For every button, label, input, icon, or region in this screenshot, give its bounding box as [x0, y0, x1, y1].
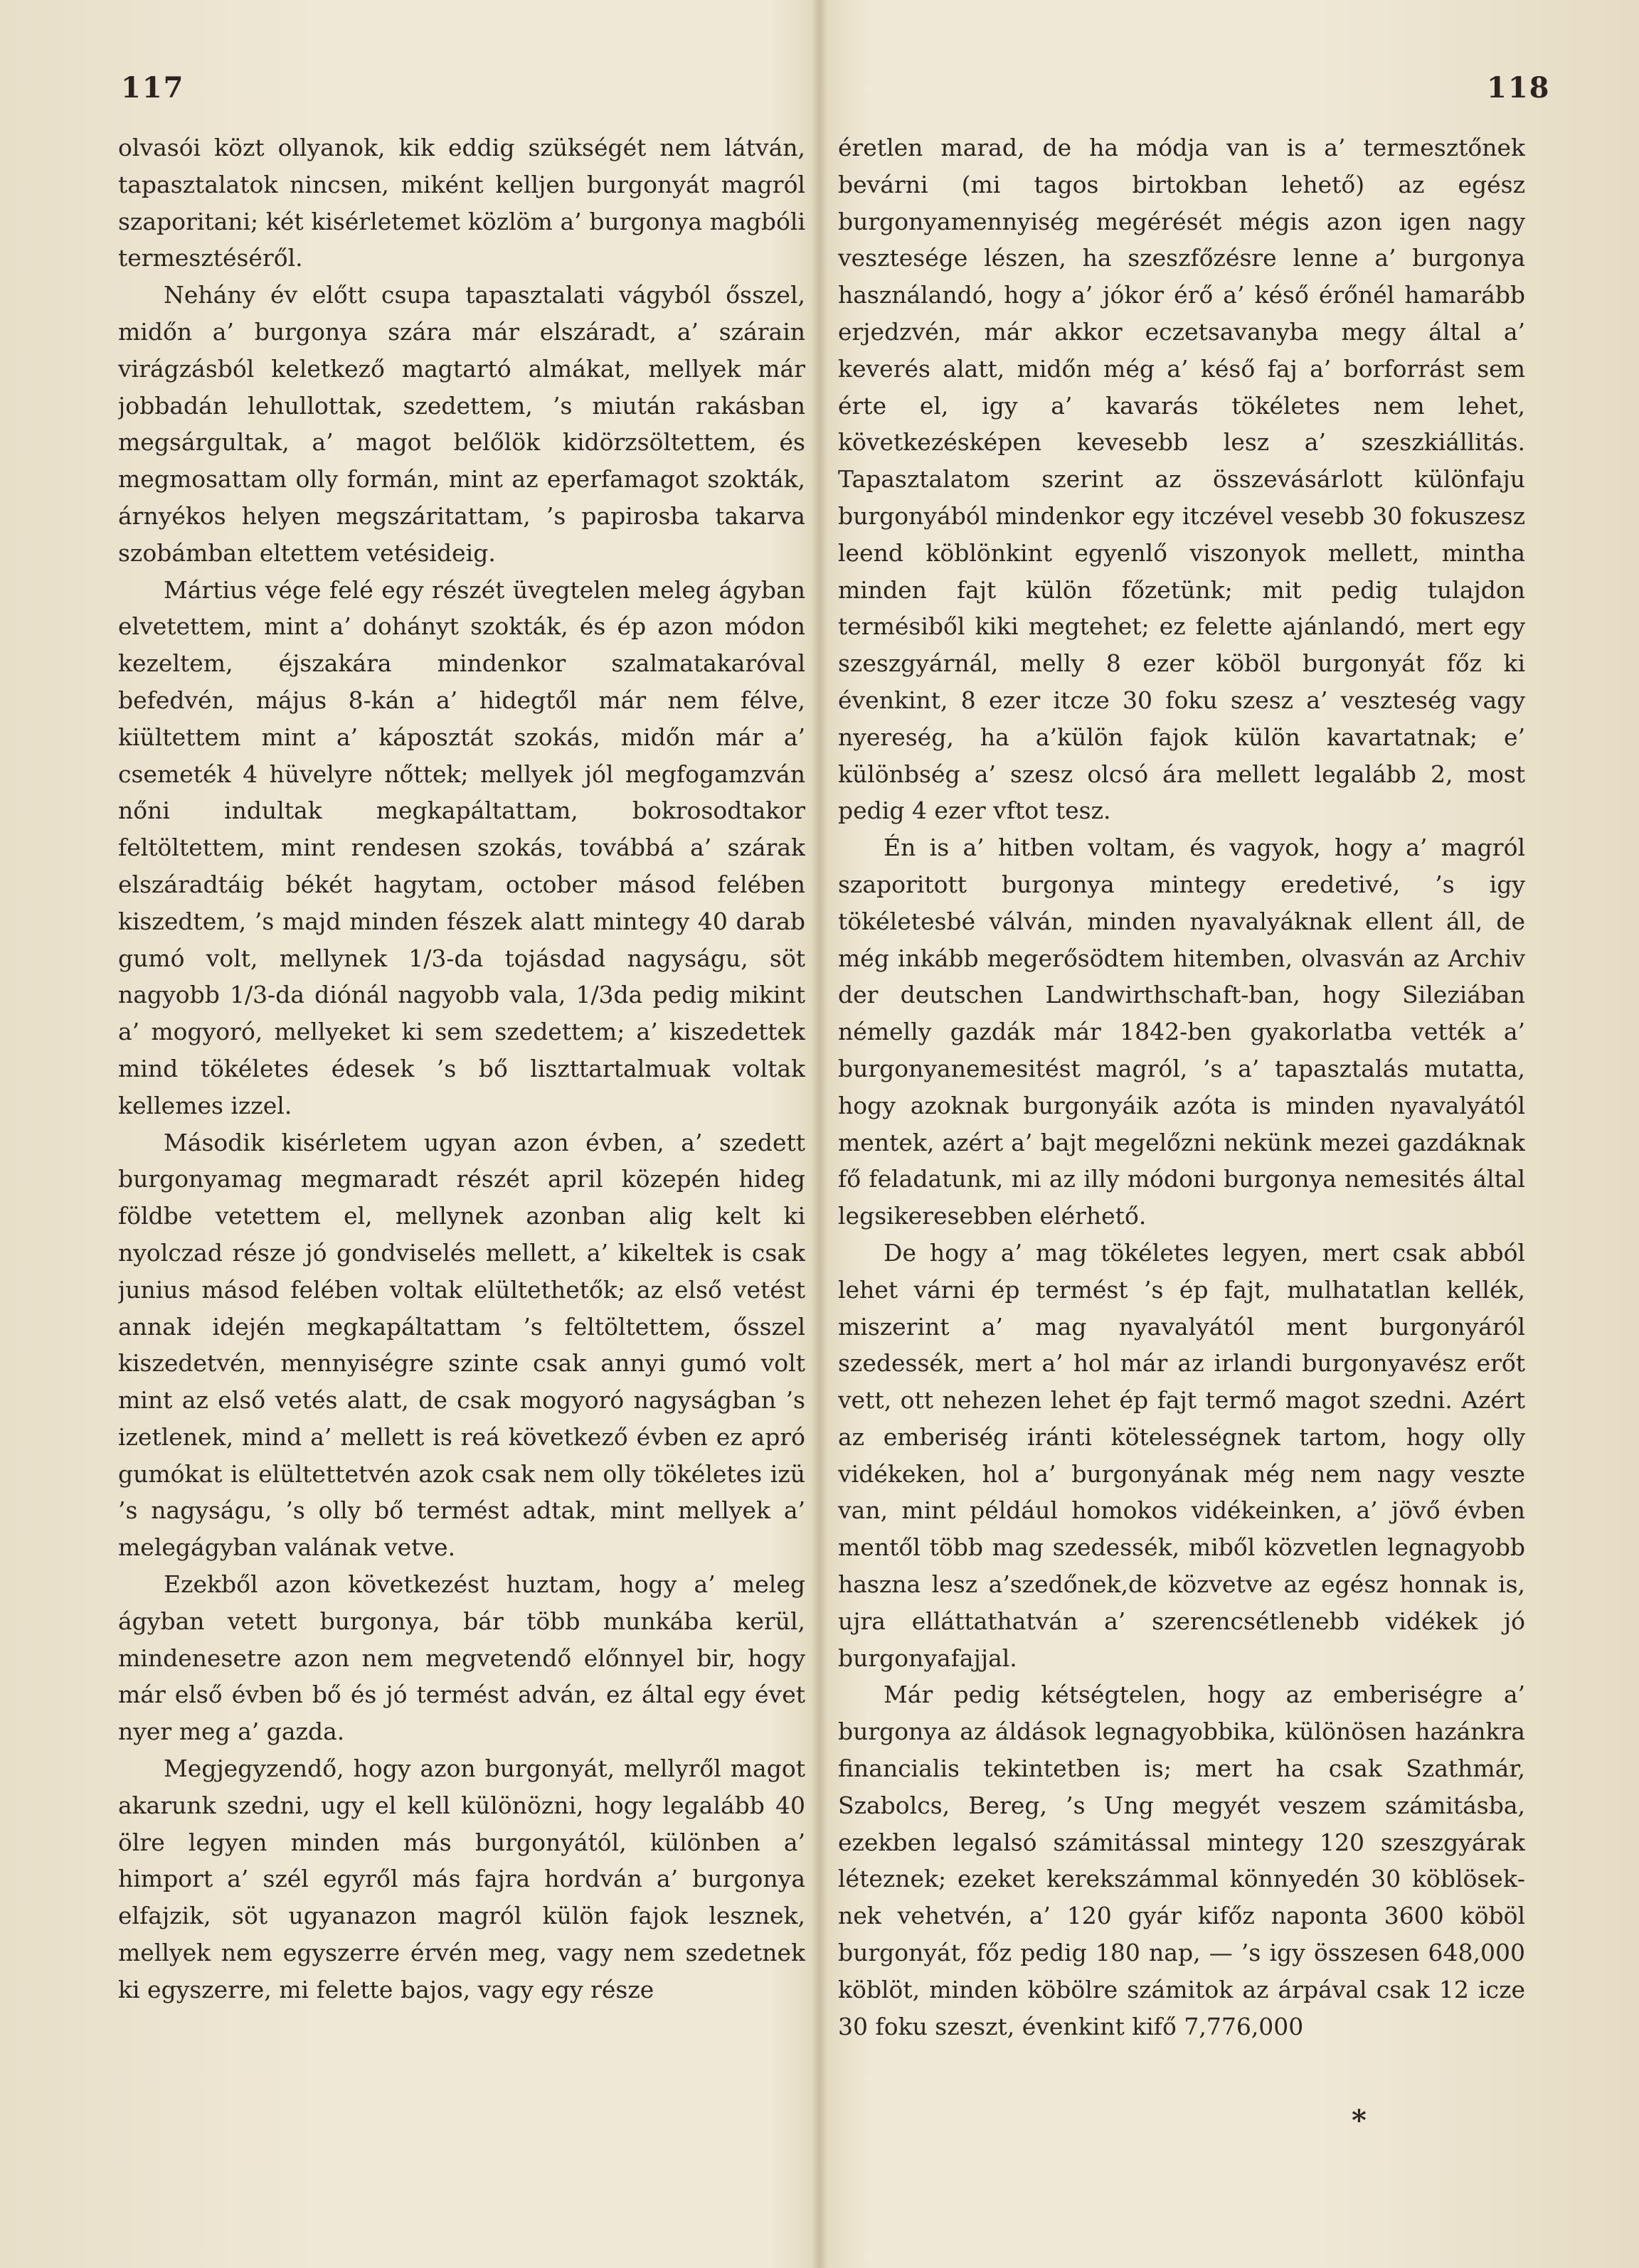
page-number-left: 117 [121, 71, 185, 105]
paragraph: Én is a’ hitben voltam, és vagyok, hogy a’ magról szaporitott burgonya mintegy eredetivé, ’s igy tökéletesbé válván, minden nyavalyáknak ellent áll, de még inkább megerősödtem hitemben, olvasván az Archiv der deutschen Landwirthschaft-ban, hogy Sileziában némelly gazdák már 1842-ben gyakorlatba vették a’ burgonyanemesitést magról, ’s a’ tapasztalás mutatta, hogy azoknak burgonyáik azóta is minden nyavalyától mentek, azért a’ bajt megelőzni nekünk mezei gazdáknak fő feladatunk, mi az illy módoni burgonya nemesités által legsikeresebben elérhető. [838, 834, 1525, 1230]
left-page-text [118, 129, 805, 2213]
paragraph: Már pedig kétségtelen, hogy az emberiségre a’ burgonya az áldások legnagyobbika, különösen hazánkra financialis tekintetben is; mert ha csak Szathmár, Szabolcs, Bereg, ’s Ung megyét veszem számitásba, ezekben legalsó számitással mintegy 120 szeszgyárak léteznek; ezeket kerekszámmal könnyedén 30 köblöseknek vehetvén, a’ 120 gyár kifőz naponta 3600 köböl burgonyát, főz pedig 180 nap, — ’s igy összesen 648,000 köblöt, minden köbölre számitok az árpával csak 12 icze 30 foku szeszt, évenkint kifő 7,776,000 [838, 1681, 1525, 2040]
paragraph: Mártius vége felé egy részét üvegtelen meleg ágyban elvetettem, mint a’ dohányt szokták, és ép azon módon kezeltem, éjszakára mindenkor szalmatakaróval befedvén, május 8-kán a’ hidegtől már nem félve, kiültettem mint a’ káposztát szokás, midőn már a’ csemeték 4 hüvelyre nőttek; mellyek jól megfogamzván nőni indultak megkapáltattam, bokrosodtakor feltöltettem, mint rendesen szokás, továbbá a’ szárak elszáradtáig békét hagytam, october másod felében kiszedtem, ’s majd minden fészek alatt mintegy 40 darab gumó volt, mellynek 1/3-da tojásdad nagyságu, söt nagyobb 1/3-da diónál nagyobb vala, 1/3da pedig mikint a’ mogyoró, mellyeket ki sem szedettem; a’ kiszedettek mind tökéletes édesek ’s bő liszttartalmuak voltak kellemes izzel. [118, 575, 805, 1119]
paragraph: De hogy a’ mag tökéletes legyen, mert csak abból lehet várni ép termést ’s ép fajt, mulhatatlan kellék, miszerint a’ mag nyavalyától ment burgonyáról szedessék, mert a’ hol már az irlandi burgonyavész erőt vett, ott nehezen lehet ép fajt termő magot szedni. Azért az emberiség iránti kötelességnek tartom, hogy olly vidékeken, hol a’ burgonyának még nem nagy veszte van, mint például homokos vidékeinken, a’ jövő évben mentől több mag szedessék, miből közvetlen legnagyobb haszna lesz a’szedőnek,de közvetve az egész honnak is, ujra elláttathatván a’ szerencsétlenebb vidékek jó burgonyafajjal. [838, 1238, 1525, 1672]
right-page-text [838, 129, 1525, 2107]
paragraph: Második kisérletem ugyan azon évben, a’ szedett burgonyamag megmaradt részét april közepén hideg földbe vetettem el, mellynek azonban alig kelt ki nyolczad része jó gondviselés mellett, a’ kikeltek is csak junius másod felében voltak elültethetők; az első vetést annak idején megkapáltattam ’s feltöltettem, ősszel kiszedetvén, mennyiségre szinte csak annyi gumó volt mint az első vetés alatt, de csak mogyoró nagyságban ’s izetlenek, mind a’ mellett is reá következő évben ez apró gumókat is elültettetvén azok csak nem olly tökéletes izü ’s nagyságu, ’s olly bő termést adtak, mint mellyek a’ melegágyban valának vetve. [118, 1128, 805, 1562]
paragraph: éretlen marad, de ha módja van is a’ termesztőnek bevárni (mi tagos birtokban lehető) az egész burgonyamennyiség megérését mégis azon igen nagy vesztesége lészen, ha szeszfőzésre lenne a’ burgonya használandó, hogy a’ jókor érő a’ késő érőnél hamarább erjedzvén, már akkor eczetsavanyba megy által a’ keverés alatt, midőn még a’ késő faj a’ borforrást sem érte el, igy a’ kavarás tökéletes nem lehet, következésképen kevesebb lesz a’ szeszkiállitás. Tapasztalatom szerint az összevásárlott különfaju burgonyából mindenkor egy itczével vesebb 30 fokuszesz leend köblönkint egyenlő viszonyok mellett, mintha minden fajt külön főzetünk; mit pedig tulajdon termésiből kiki megtehet; ez felette ajánlandó, mert egy szeszgyárnál, melly 8 ezer köböl burgonyát főz ki évenkint, 8 ezer itcze 30 foku szesz a’ veszteség vagy nyereség, ha a’külön fajok külön kavartatnak; e’ különbség a’ szesz olcsó ára mellett legalább 2, most pedig 4 ezer vftot tesz. [838, 134, 1525, 825]
page-number-right: 118 [1487, 71, 1551, 105]
paragraph: Megjegyzendő, hogy azon burgonyát, mellyről magot akarunk szedni, ugy el kell különözni, hogy legalább 40 ölre legyen minden más burgonyától, különben a’ himport a’ szél egyről más fajra hordván a’ burgonya elfajzik, söt ugyanazon magról külön fajok lesznek, mellyek nem egyszerre érvén meg, vagy nem szedetnek ki egyszerre, mi felette bajos, vagy egy része [118, 1755, 805, 2003]
book-gutter [811, 0, 828, 2268]
paragraph: Ezekből azon következést huztam, hogy a’ meleg ágyban vetett burgonya, bár több munkába kerül, mindenesetre azon nem megvetendő előnnyel bir, hogy már első évben bő és jó termést adván, ez által egy évet nyer meg a’ gazda. [118, 1570, 805, 1746]
paragraph: Nehány év előtt csupa tapasztalati vágyból ősszel, midőn a’ burgonya szára már elszáradt, a’ szárain virágzásból keletkező magtartó almákat, mellyek már jobbadán lehullottak, szedettem, ’s miután rakásban megsárgultak, a’ magot belőlök kidörzsöltettem, és megmosattam olly formán, mint az eperfamagot szokták, árnyékos helyen megszáritattam, ’s papirosba takarva szobámban eltettem vetésideig. [118, 281, 805, 567]
signature-mark: * [1352, 2104, 1367, 2137]
paragraph: olvasói közt ollyanok, kik eddig szükségét nem látván, tapasztalatok nincsen, miként kelljen burgonyát magról szaporitani; két kisérletemet közlöm a’ burgonya magbóli termesztéséről. [118, 134, 805, 272]
